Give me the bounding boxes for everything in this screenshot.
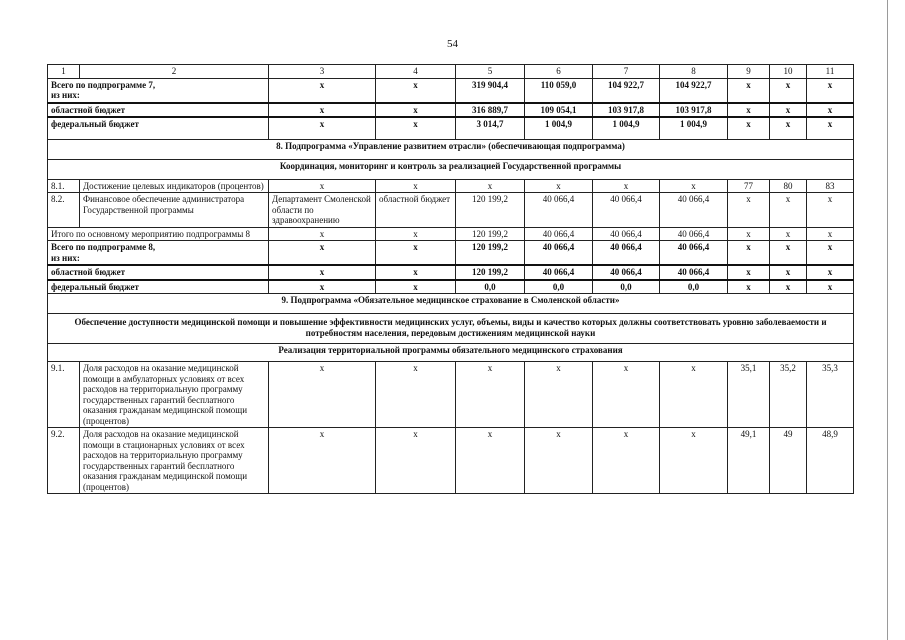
cell: 0,0 bbox=[456, 280, 525, 294]
row-number: 9.2. bbox=[48, 428, 80, 494]
cell: х bbox=[269, 179, 376, 193]
cell: х bbox=[770, 227, 807, 241]
section-subtitle: Реализация территориальной программы обязательного медицинского страхования bbox=[48, 344, 854, 362]
cell: х bbox=[269, 428, 376, 494]
row-label: федеральный бюджет bbox=[48, 280, 269, 294]
row-8-1 bbox=[48, 179, 854, 193]
cell: х bbox=[456, 179, 525, 193]
row-number: 8.1. bbox=[48, 179, 80, 193]
cell: х bbox=[376, 103, 456, 118]
cell: 104 922,7 bbox=[593, 78, 660, 103]
cell: х bbox=[376, 179, 456, 193]
program-table bbox=[47, 64, 854, 494]
cell: х bbox=[593, 428, 660, 494]
row-label: федеральный бюджет bbox=[48, 117, 269, 139]
cell: х bbox=[807, 241, 854, 266]
cell: 120 199,2 bbox=[456, 265, 525, 280]
federal-budget-row-sub8 bbox=[48, 280, 854, 294]
header-cell: 5 bbox=[456, 65, 525, 79]
cell: х bbox=[807, 265, 854, 280]
cell: х bbox=[525, 428, 593, 494]
header-cell: 10 bbox=[770, 65, 807, 79]
cell: 40 066,4 bbox=[593, 227, 660, 241]
row-name: Финансовое обеспечение администратора Государственной программы bbox=[80, 193, 269, 228]
cell: 35,1 bbox=[728, 362, 770, 428]
section-9-subtitle-row bbox=[48, 344, 854, 362]
cell: х bbox=[770, 241, 807, 266]
section-9-title-row bbox=[48, 294, 854, 314]
cell: 48,9 bbox=[807, 428, 854, 494]
cell: х bbox=[376, 265, 456, 280]
cell: 104 922,7 bbox=[660, 78, 728, 103]
header-cell: 1 bbox=[48, 65, 80, 79]
header-cell: 2 bbox=[80, 65, 269, 79]
total-row-sub8 bbox=[48, 241, 854, 266]
cell: х bbox=[728, 78, 770, 103]
cell: 40 066,4 bbox=[593, 193, 660, 228]
cell: х bbox=[807, 117, 854, 139]
cell: х bbox=[807, 227, 854, 241]
cell: 0,0 bbox=[525, 280, 593, 294]
row-name: Доля расходов на оказание медицинской помощи в амбулаторных условиях от всех расходов на территориальную программу государственных гарантий бесплатного оказания гражданам медицинской помощи (процентов) bbox=[80, 362, 269, 428]
cell: х bbox=[376, 117, 456, 139]
cell: х bbox=[593, 362, 660, 428]
cell: х bbox=[269, 362, 376, 428]
total-main-activity-8 bbox=[48, 227, 854, 241]
header-cell: 3 bbox=[269, 65, 376, 79]
cell: 120 199,2 bbox=[456, 227, 525, 241]
row-label: областной бюджет bbox=[48, 103, 269, 118]
header-cell: 9 bbox=[728, 65, 770, 79]
section-subtitle: Координация, мониторинг и контроль за реализацией Государственной программы bbox=[48, 159, 854, 179]
section-goal: Обеспечение доступности медицинской помощи и повышение эффективности медицинских услуг, объемы, виды и качество которых должны соответствовать уровню заболеваемости и потребностям населения, передовым достижениям медицинской науки bbox=[48, 314, 854, 344]
row-number: 9.1. bbox=[48, 362, 80, 428]
header-cell: 4 bbox=[376, 65, 456, 79]
row-number: 8.2. bbox=[48, 193, 80, 228]
cell: х bbox=[456, 428, 525, 494]
cell: 0,0 bbox=[593, 280, 660, 294]
cell: х bbox=[660, 179, 728, 193]
row-name: Достижение целевых индикаторов (процентов) bbox=[80, 179, 269, 193]
section-title: 9. Подпрограмма «Обязательное медицинское страхование в Смоленской области» bbox=[48, 294, 854, 314]
header-row bbox=[48, 65, 854, 79]
cell: х bbox=[728, 193, 770, 228]
cell: х bbox=[269, 117, 376, 139]
cell: х bbox=[728, 227, 770, 241]
cell: х bbox=[807, 280, 854, 294]
row-8-2 bbox=[48, 193, 854, 228]
page-number: 54 bbox=[447, 38, 458, 50]
cell: х bbox=[770, 280, 807, 294]
cell: 0,0 bbox=[660, 280, 728, 294]
cell: 77 bbox=[728, 179, 770, 193]
cell: х bbox=[456, 362, 525, 428]
cell: х bbox=[525, 362, 593, 428]
header-cell: 7 bbox=[593, 65, 660, 79]
cell: х bbox=[728, 103, 770, 118]
cell: х bbox=[269, 265, 376, 280]
cell: х bbox=[269, 227, 376, 241]
cell: х bbox=[770, 265, 807, 280]
federal-budget-row-sub7 bbox=[48, 117, 854, 139]
cell: 316 889,7 bbox=[456, 103, 525, 118]
regional-budget-row-sub8 bbox=[48, 265, 854, 280]
cell: х bbox=[376, 241, 456, 266]
cell: 1 004,9 bbox=[593, 117, 660, 139]
cell: 40 066,4 bbox=[660, 265, 728, 280]
cell: х bbox=[593, 179, 660, 193]
cell: 40 066,4 bbox=[525, 227, 593, 241]
cell: х bbox=[376, 280, 456, 294]
cell: х bbox=[807, 78, 854, 103]
row-label: Итого по основному мероприятию подпрограммы 8 bbox=[48, 227, 269, 241]
section-title: 8. Подпрограмма «Управление развитием отрасли» (обеспечивающая подпрограмма) bbox=[48, 139, 854, 159]
cell: 120 199,2 bbox=[456, 193, 525, 228]
cell: х bbox=[269, 241, 376, 266]
cell: 35,2 bbox=[770, 362, 807, 428]
section-8-title-row bbox=[48, 139, 854, 159]
row-9-2 bbox=[48, 428, 854, 494]
section-9-goal-row bbox=[48, 314, 854, 344]
cell: 49,1 bbox=[728, 428, 770, 494]
row-label: областной бюджет bbox=[48, 265, 269, 280]
cell: х bbox=[376, 78, 456, 103]
cell: х bbox=[269, 78, 376, 103]
cell: х bbox=[269, 280, 376, 294]
cell: 40 066,4 bbox=[525, 265, 593, 280]
row-9-1 bbox=[48, 362, 854, 428]
total-row-sub7 bbox=[48, 78, 854, 103]
header-cell: 8 bbox=[660, 65, 728, 79]
cell: х bbox=[770, 78, 807, 103]
cell: 35,3 bbox=[807, 362, 854, 428]
cell: 40 066,4 bbox=[660, 241, 728, 266]
cell: х bbox=[728, 117, 770, 139]
cell: х bbox=[770, 103, 807, 118]
cell: 40 066,4 bbox=[660, 193, 728, 228]
scan-edge-line bbox=[887, 0, 888, 640]
cell: 109 054,1 bbox=[525, 103, 593, 118]
cell: х bbox=[728, 265, 770, 280]
cell: 3 014,7 bbox=[456, 117, 525, 139]
cell: х bbox=[269, 103, 376, 118]
cell: х bbox=[770, 117, 807, 139]
cell: х bbox=[376, 227, 456, 241]
cell: 1 004,9 bbox=[525, 117, 593, 139]
cell: 40 066,4 bbox=[525, 241, 593, 266]
cell: х bbox=[807, 103, 854, 118]
cell: х bbox=[660, 428, 728, 494]
cell: х bbox=[807, 193, 854, 228]
header-cell: 6 bbox=[525, 65, 593, 79]
cell: 49 bbox=[770, 428, 807, 494]
cell: 110 059,0 bbox=[525, 78, 593, 103]
cell: 319 904,4 bbox=[456, 78, 525, 103]
cell: 103 917,8 bbox=[660, 103, 728, 118]
cell: 103 917,8 bbox=[593, 103, 660, 118]
cell: 83 bbox=[807, 179, 854, 193]
cell: 40 066,4 bbox=[593, 241, 660, 266]
cell: 40 066,4 bbox=[660, 227, 728, 241]
cell: х bbox=[376, 362, 456, 428]
regional-budget-row-sub7 bbox=[48, 103, 854, 118]
cell: х bbox=[376, 428, 456, 494]
cell: 40 066,4 bbox=[593, 265, 660, 280]
cell: 40 066,4 bbox=[525, 193, 593, 228]
cell: х bbox=[525, 179, 593, 193]
cell: х bbox=[770, 193, 807, 228]
cell: х bbox=[728, 241, 770, 266]
cell: х bbox=[660, 362, 728, 428]
cell: х bbox=[728, 280, 770, 294]
source-cell: областной бюджет bbox=[376, 193, 456, 228]
cell: 120 199,2 bbox=[456, 241, 525, 266]
section-8-subtitle-row bbox=[48, 159, 854, 179]
executor-cell: Департамент Смоленской области по здравоохранению bbox=[269, 193, 376, 228]
header-cell: 11 bbox=[807, 65, 854, 79]
cell: 1 004,9 bbox=[660, 117, 728, 139]
row-label: Всего по подпрограмме 7, из них: bbox=[48, 78, 269, 103]
row-name: Доля расходов на оказание медицинской помощи в стационарных условиях от всех расходов на территориальную программу государственных гарантий бесплатного оказания гражданам медицинской помощи (процентов) bbox=[80, 428, 269, 494]
row-label: Всего по подпрограмме 8, из них: bbox=[48, 241, 269, 266]
cell: 80 bbox=[770, 179, 807, 193]
